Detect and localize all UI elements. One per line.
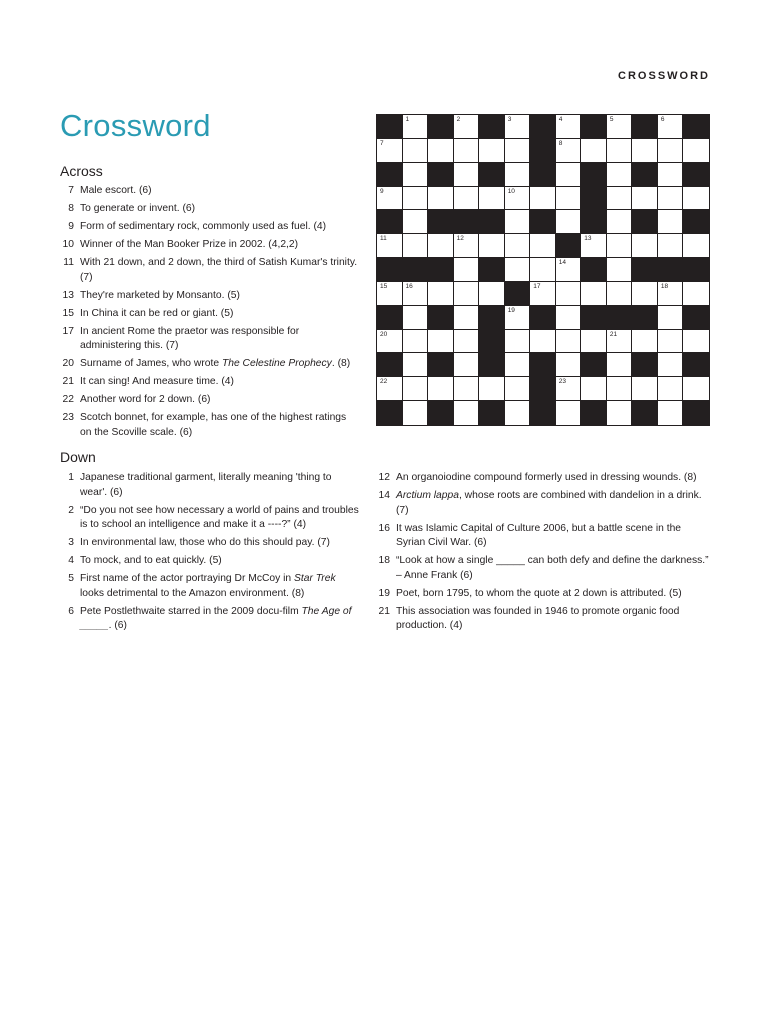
clue-text: “Do you not see how necessary a world of pains and troubles is to school an intelligence and make it a ----?” (4)	[80, 504, 359, 530]
grid-block	[632, 401, 658, 425]
clue-item	[60, 393, 360, 408]
grid-cell[interactable]	[479, 234, 505, 258]
clue-text: Japanese traditional garment, literally meaning 'thing to wear'. (6)	[80, 472, 332, 498]
clue-text-part: First name of the actor portraying Dr McCoy in	[80, 573, 295, 584]
grid-block	[530, 139, 556, 163]
grid-block	[428, 306, 454, 330]
grid-cell[interactable]	[632, 282, 658, 306]
clue-number: 3	[68, 537, 74, 548]
grid-block	[479, 163, 505, 187]
clue-number: 19	[378, 587, 390, 599]
grid-cell[interactable]	[683, 187, 709, 211]
clue-item	[60, 471, 360, 500]
clue-text: In China it can be red or giant. (5)	[80, 307, 234, 319]
clue-number: 23	[62, 412, 74, 423]
grid-block	[428, 163, 454, 187]
grid-block	[403, 258, 429, 282]
grid-block	[581, 163, 607, 187]
clue-text: Scotch bonnet, for example, has one of the highest ratings on the Scoville scale. (6)	[80, 412, 347, 438]
grid-block	[377, 306, 403, 330]
grid-cell[interactable]	[607, 163, 633, 187]
clue-item	[60, 536, 360, 551]
grid-cell[interactable]	[428, 330, 454, 354]
clue-text: In environmental law, those who do this should pay. (7)	[80, 537, 330, 548]
cell-number: 23	[558, 378, 566, 386]
grid-cell[interactable]	[607, 353, 633, 377]
grid-block	[530, 163, 556, 187]
down-clue-list-left	[60, 471, 360, 637]
clue-text: Form of sedimentary rock, commonly used as fuel. (4)	[80, 221, 327, 232]
clue-item	[60, 554, 360, 569]
grid-block	[377, 401, 403, 425]
cell-number: 14	[558, 259, 566, 267]
grid-block	[632, 353, 658, 377]
cell-number: 12	[456, 235, 464, 243]
clue-text	[80, 573, 336, 599]
grid-cell[interactable]	[607, 330, 633, 354]
grid-block	[632, 115, 658, 139]
grid-cell[interactable]	[403, 330, 429, 354]
grid-cell[interactable]	[377, 330, 403, 354]
grid-cell[interactable]	[556, 353, 582, 377]
grid-cell[interactable]	[403, 401, 429, 425]
grid-block	[683, 306, 709, 330]
grid-block	[479, 115, 505, 139]
grid-block	[632, 163, 658, 187]
clue-item	[60, 238, 360, 253]
across-clue-list	[60, 184, 360, 444]
grid-block	[377, 210, 403, 234]
clue-item	[60, 325, 360, 354]
grid-block	[683, 163, 709, 187]
grid-block	[530, 210, 556, 234]
grid-cell[interactable]	[454, 401, 480, 425]
grid-cell[interactable]	[581, 377, 607, 401]
cell-number: 21	[609, 330, 618, 338]
cell-number: 7	[380, 139, 384, 147]
clue-text-part: . (6)	[108, 620, 127, 631]
clue-number: 6	[68, 605, 74, 617]
clue-item	[60, 307, 360, 322]
grid-block	[632, 306, 658, 330]
clue-text: Another word for 2 down. (6)	[80, 394, 211, 405]
clue-text-part: . (8)	[331, 358, 351, 369]
grid-cell[interactable]	[556, 306, 582, 330]
grid-cell[interactable]	[403, 163, 429, 187]
grid-block	[607, 306, 633, 330]
grid-cell[interactable]	[505, 115, 531, 139]
grid-block	[479, 306, 505, 330]
clue-number: 9	[68, 221, 74, 232]
clue-item	[376, 471, 711, 486]
clue-number: 8	[68, 203, 74, 214]
across-heading: Across	[60, 163, 103, 179]
grid-cell[interactable]	[454, 353, 480, 377]
cell-number: 4	[558, 116, 563, 123]
clue-text	[80, 606, 352, 632]
clue-number: 11	[63, 257, 74, 268]
grid-block	[683, 115, 709, 139]
cell-number: 6	[660, 116, 665, 123]
cell-number: 1	[405, 116, 410, 123]
grid-block	[581, 210, 607, 234]
grid-cell[interactable]	[556, 187, 582, 211]
grid-block	[454, 210, 480, 234]
grid-cell[interactable]	[377, 282, 403, 306]
grid-cell[interactable]	[683, 330, 709, 354]
grid-cell[interactable]	[658, 282, 684, 306]
clue-number: 13	[62, 289, 74, 301]
clue-text	[80, 358, 350, 369]
running-header: CROSSWORD	[618, 70, 710, 82]
grid-cell[interactable]	[505, 187, 531, 211]
grid-block	[479, 210, 505, 234]
grid-block	[377, 353, 403, 377]
grid-cell[interactable]	[454, 163, 480, 187]
cell-number: 18	[660, 282, 669, 290]
grid-cell[interactable]	[479, 139, 505, 163]
grid-block	[658, 258, 684, 282]
grid-cell[interactable]	[683, 282, 709, 306]
grid-cell[interactable]	[479, 187, 505, 211]
grid-cell[interactable]	[403, 187, 429, 211]
grid-cell[interactable]	[428, 282, 454, 306]
grid-cell[interactable]	[607, 139, 633, 163]
grid-cell[interactable]	[556, 163, 582, 187]
grid-block	[581, 401, 607, 425]
down-clue-list-right	[376, 471, 711, 637]
grid-cell[interactable]	[632, 330, 658, 354]
grid-cell[interactable]	[581, 139, 607, 163]
grid-cell[interactable]	[530, 330, 556, 354]
grid-block	[683, 258, 709, 282]
grid-block	[530, 306, 556, 330]
cell-number: 8	[558, 139, 563, 147]
clue-number: 15	[62, 307, 74, 319]
clue-number: 5	[68, 573, 74, 584]
clue-item	[60, 184, 360, 199]
cell-number: 13	[584, 235, 592, 243]
grid-cell[interactable]	[658, 234, 684, 258]
grid-cell[interactable]	[505, 210, 531, 234]
clue-item	[60, 504, 360, 533]
clue-number: 22	[62, 394, 74, 405]
grid-cell[interactable]	[530, 187, 556, 211]
grid-cell[interactable]	[479, 377, 505, 401]
cell-number: 11	[380, 235, 387, 243]
grid-cell[interactable]	[403, 210, 429, 234]
grid-block	[683, 401, 709, 425]
grid-block	[428, 115, 454, 139]
grid-block	[479, 258, 505, 282]
grid-cell[interactable]	[454, 187, 480, 211]
grid-cell[interactable]	[556, 139, 582, 163]
clue-number: 1	[68, 472, 74, 483]
grid-block	[581, 353, 607, 377]
cell-number: 17	[533, 282, 541, 290]
clue-number: 12	[378, 472, 390, 483]
grid-cell[interactable]	[454, 282, 480, 306]
clue-text-part: , whose roots are combined with dandelion in a drink. (7)	[396, 490, 702, 516]
clue-item	[60, 605, 360, 634]
grid-cell[interactable]	[403, 115, 429, 139]
grid-cell[interactable]	[632, 187, 658, 211]
cell-number: 10	[507, 187, 515, 195]
grid-block	[377, 115, 403, 139]
grid-cell[interactable]	[377, 234, 403, 258]
clue-number: 18	[378, 555, 390, 566]
clue-number: 14	[378, 490, 390, 501]
clue-item	[376, 554, 711, 583]
clue-text-italic: Arctium lappa	[396, 490, 459, 501]
grid-cell[interactable]	[428, 139, 454, 163]
grid-cell[interactable]	[632, 139, 658, 163]
grid-cell[interactable]	[683, 377, 709, 401]
grid-cell[interactable]	[607, 187, 633, 211]
grid-block	[581, 187, 607, 211]
clue-number: 21	[62, 376, 74, 387]
grid-cell[interactable]	[658, 163, 684, 187]
clue-text-part: Surname of James, who wrote	[80, 358, 222, 369]
grid-cell[interactable]	[403, 306, 429, 330]
grid-block	[479, 401, 505, 425]
grid-cell[interactable]	[454, 377, 480, 401]
grid-cell[interactable]	[658, 306, 684, 330]
grid-cell[interactable]	[607, 115, 633, 139]
grid-cell[interactable]	[658, 139, 684, 163]
clue-text: An organoiodine compound formerly used in dressing wounds. (8)	[396, 472, 697, 483]
grid-cell[interactable]	[581, 234, 607, 258]
grid-block	[556, 234, 582, 258]
clue-text-italic: Star Trek	[294, 573, 336, 584]
clue-text-part: Pete Postlethwaite starred in the 2009 docu-film	[80, 605, 302, 617]
clue-number: 16	[378, 522, 390, 534]
grid-cell[interactable]	[428, 187, 454, 211]
clue-text: To generate or invent. (6)	[80, 203, 196, 214]
grid-cell[interactable]	[607, 210, 633, 234]
grid-cell[interactable]	[556, 330, 582, 354]
clue-text: It was Islamic Capital of Culture 2006, but a battle scene in the Syrian Civil War. (6)	[396, 522, 682, 548]
grid-cell[interactable]	[581, 330, 607, 354]
grid-block	[683, 210, 709, 234]
grid-block	[428, 210, 454, 234]
grid-cell[interactable]	[505, 330, 531, 354]
page-title: Crossword	[60, 108, 211, 143]
grid-cell[interactable]	[556, 282, 582, 306]
clue-text: Male escort. (6)	[80, 185, 152, 196]
clue-text: In ancient Rome the praetor was responsible for administering this. (7)	[80, 325, 300, 351]
clue-text: It can sing! And measure time. (4)	[80, 376, 234, 387]
grid-cell[interactable]	[454, 258, 480, 282]
grid-cell[interactable]	[505, 258, 531, 282]
grid-cell[interactable]	[607, 234, 633, 258]
clue-text-italic: The Age of _____	[80, 605, 352, 631]
clue-text: Poet, born 1795, to whom the quote at 2 down is attributed. (5)	[396, 587, 682, 599]
grid-cell[interactable]	[556, 210, 582, 234]
clue-number: 10	[62, 239, 74, 250]
grid-cell[interactable]	[658, 187, 684, 211]
grid-cell[interactable]	[454, 234, 480, 258]
clue-text: With 21 down, and 2 down, the third of Satish Kumar's trinity. (7)	[80, 257, 358, 283]
grid-cell[interactable]	[632, 234, 658, 258]
clue-item	[376, 522, 711, 551]
grid-cell[interactable]	[607, 282, 633, 306]
cell-number: 22	[380, 378, 388, 386]
grid-cell[interactable]	[581, 282, 607, 306]
grid-block	[530, 115, 556, 139]
grid-block	[505, 282, 531, 306]
clue-item	[60, 411, 360, 440]
clue-number: 7	[68, 185, 74, 196]
grid-cell[interactable]	[403, 353, 429, 377]
grid-block	[632, 210, 658, 234]
grid-cell[interactable]	[658, 377, 684, 401]
cell-number: 3	[507, 116, 512, 123]
grid-cell[interactable]	[505, 163, 531, 187]
grid-cell[interactable]	[607, 401, 633, 425]
grid-block	[683, 353, 709, 377]
grid-cell[interactable]	[428, 234, 454, 258]
down-heading: Down	[60, 449, 96, 465]
grid-block	[581, 306, 607, 330]
cell-number: 9	[380, 187, 384, 195]
grid-cell[interactable]	[428, 377, 454, 401]
grid-block	[428, 258, 454, 282]
grid-cell[interactable]	[607, 258, 633, 282]
grid-cell[interactable]	[454, 330, 480, 354]
clue-text: They're marketed by Monsanto. (5)	[80, 289, 240, 301]
grid-cell[interactable]	[403, 234, 429, 258]
grid-cell[interactable]	[479, 282, 505, 306]
clue-item	[60, 202, 360, 217]
grid-cell[interactable]	[530, 282, 556, 306]
grid-cell[interactable]	[377, 187, 403, 211]
clue-text: This association was founded in 1946 to promote organic food production. (4)	[396, 605, 680, 631]
grid-block	[428, 401, 454, 425]
clue-text: To mock, and to eat quickly. (5)	[80, 555, 222, 566]
clue-text-part: looks detrimental to the Amazon environment. (8)	[80, 587, 305, 599]
grid-cell[interactable]	[403, 139, 429, 163]
grid-block	[428, 353, 454, 377]
grid-cell[interactable]	[403, 377, 429, 401]
grid-block	[377, 163, 403, 187]
clue-item	[60, 572, 360, 601]
clue-number: 21	[378, 605, 390, 617]
crossword-grid	[376, 114, 710, 426]
grid-cell[interactable]	[505, 401, 531, 425]
grid-cell[interactable]	[658, 210, 684, 234]
grid-cell[interactable]	[377, 139, 403, 163]
grid-cell[interactable]	[683, 234, 709, 258]
grid-cell[interactable]	[658, 353, 684, 377]
grid-cell[interactable]	[658, 330, 684, 354]
grid-cell[interactable]	[454, 306, 480, 330]
cell-number: 15	[380, 282, 388, 290]
grid-block	[479, 330, 505, 354]
grid-cell[interactable]	[505, 377, 531, 401]
grid-block	[530, 353, 556, 377]
grid-cell[interactable]	[658, 401, 684, 425]
clue-number: 17	[62, 325, 74, 337]
grid-block	[632, 258, 658, 282]
grid-cell[interactable]	[556, 377, 582, 401]
cell-number: 20	[380, 330, 388, 338]
grid-cell[interactable]	[505, 139, 531, 163]
clue-number: 20	[62, 358, 74, 369]
grid-cell[interactable]	[505, 353, 531, 377]
grid-cell[interactable]	[658, 115, 684, 139]
cell-number: 2	[456, 116, 461, 123]
clue-item	[60, 289, 360, 304]
clue-number: 2	[68, 504, 74, 516]
clue-item	[376, 605, 711, 634]
clue-item	[376, 587, 711, 602]
clue-number: 4	[68, 555, 74, 566]
cell-number: 16	[405, 282, 413, 290]
clue-text: Winner of the Man Booker Prize in 2002. (4,2,2)	[80, 239, 299, 250]
grid-cell[interactable]	[377, 377, 403, 401]
grid-block	[581, 115, 607, 139]
grid-cell[interactable]	[556, 258, 582, 282]
clue-item	[376, 489, 711, 518]
grid-cell[interactable]	[683, 139, 709, 163]
clue-item	[60, 357, 360, 372]
clue-item	[60, 220, 360, 235]
grid-cell[interactable]	[403, 282, 429, 306]
grid-cell[interactable]	[530, 234, 556, 258]
grid-block	[377, 258, 403, 282]
clue-text	[396, 490, 702, 516]
clue-text-italic: The Celestine Prophecy	[221, 358, 332, 369]
cell-number: 19	[507, 306, 515, 314]
grid-block	[479, 353, 505, 377]
grid-block	[581, 258, 607, 282]
grid-cell[interactable]	[556, 115, 582, 139]
grid-cell[interactable]	[454, 115, 480, 139]
grid-cell[interactable]	[454, 139, 480, 163]
clue-item	[60, 256, 360, 285]
cell-number: 5	[609, 116, 614, 123]
grid-cell[interactable]	[505, 234, 531, 258]
grid-block	[530, 401, 556, 425]
grid-cell[interactable]	[505, 306, 531, 330]
grid-cell[interactable]	[556, 401, 582, 425]
clue-text: “Look at how a single _____ can both defy and define the darkness.” – Anne Frank (6)	[396, 555, 709, 581]
clue-item	[60, 375, 360, 390]
grid-block	[530, 377, 556, 401]
grid-cell[interactable]	[632, 377, 658, 401]
grid-cell[interactable]	[530, 258, 556, 282]
grid-cell[interactable]	[607, 377, 633, 401]
